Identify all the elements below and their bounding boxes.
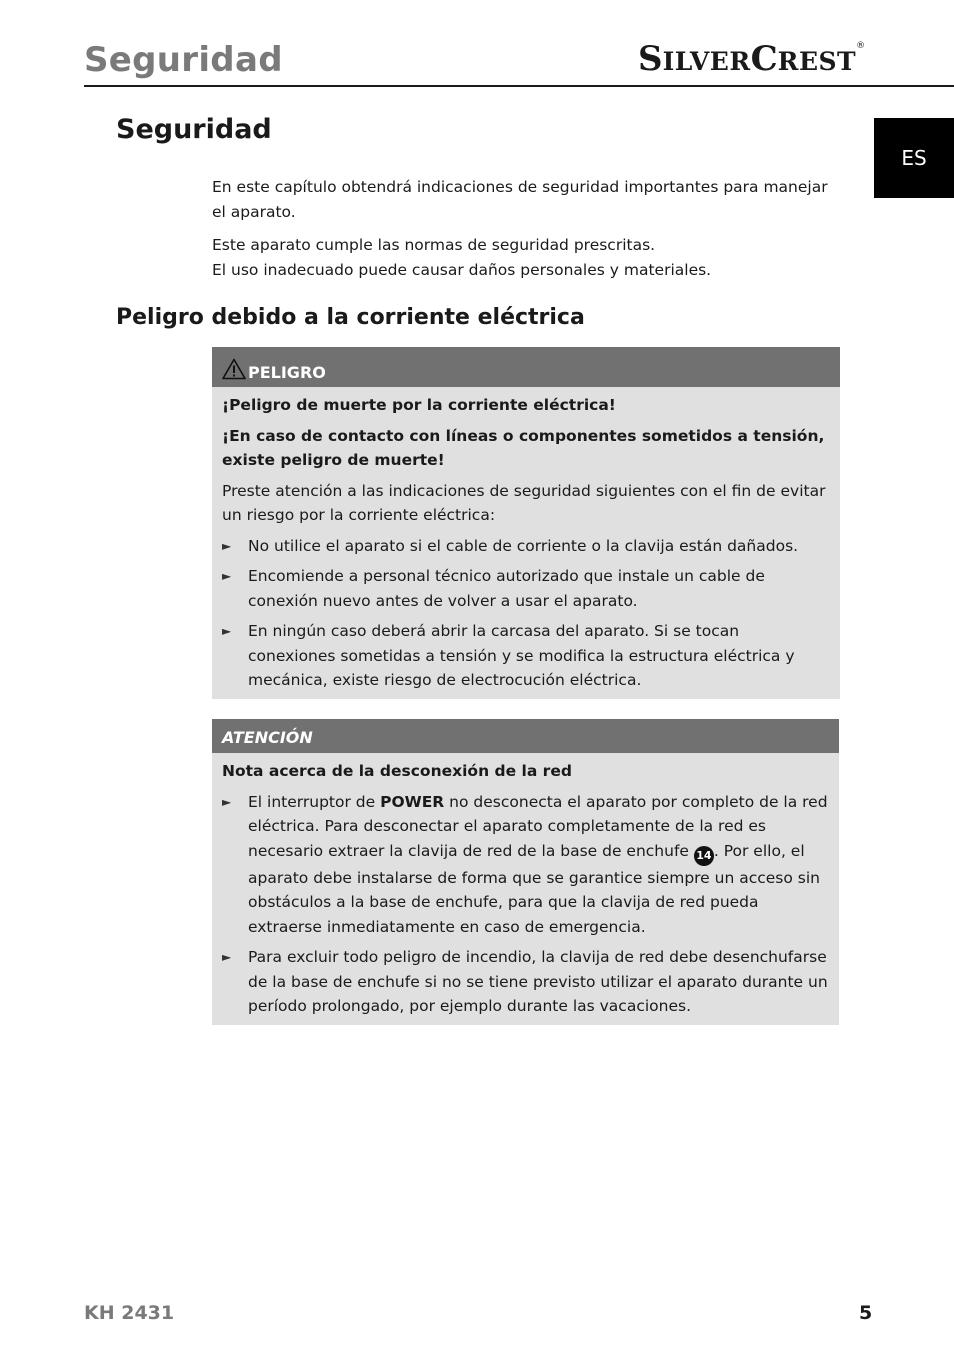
danger-box-header <box>212 347 840 387</box>
attention-label: ATENCIÓN <box>222 728 313 747</box>
danger-text: Preste atención a las indicaciones de seguridad siguientes con el fin de evitar un riesgo por la corriente eléctrica: <box>222 481 826 524</box>
intro-text <box>212 175 837 291</box>
page-number: 5 <box>859 1302 873 1324</box>
section-title: Seguridad <box>116 114 272 145</box>
warning-triangle-icon <box>222 358 246 380</box>
list-item: ► En ningún caso deberá abrir la carcasa del aparato. Si se tocan conexiones sometidas a tensión y se modifica la estructura eléctrica y mecánica, existe riesgo de electrocución eléctrica. <box>222 619 830 693</box>
language-tab: ES <box>874 118 954 198</box>
danger-box <box>212 347 840 699</box>
danger-box-body <box>212 387 840 699</box>
footer-model: KH 2431 <box>84 1302 175 1324</box>
running-header-title: Seguridad <box>84 40 283 80</box>
subsection-title: Peligro debido a la corriente eléctrica <box>116 305 585 330</box>
header-rule <box>84 85 954 87</box>
list-item: ► No utilice el aparato si el cable de corriente o la clavija están dañados. <box>222 534 830 559</box>
attention-box-header <box>212 719 839 753</box>
arrow-right-icon: ► <box>222 950 232 965</box>
list-item: ► Encomiende a personal técnico autorizado que instale un cable de conexión nuevo antes de volver a usar el aparato. <box>222 564 830 613</box>
intro-paragraph: Este aparato cumple las normas de seguridad prescritas. El uso inadecuado puede causar daños personales y materiales. <box>212 236 712 279</box>
attention-box-body <box>212 753 839 1025</box>
arrow-right-icon: ► <box>222 624 232 638</box>
reference-number-badge: 14 <box>694 846 714 866</box>
arrow-right-icon: ► <box>222 569 232 583</box>
attention-box <box>212 719 839 1025</box>
silvercrest-logo: SILVERCREST® <box>638 39 866 79</box>
danger-headline: ¡En caso de contacto con líneas o componentes sometidos a tensión, existe peligro de muerte! <box>222 426 825 469</box>
intro-paragraph: En este capítulo obtendrá indicaciones de seguridad importantes para manejar el aparato. <box>212 178 828 221</box>
danger-headline: ¡Peligro de muerte por la corriente eléctrica! <box>222 396 616 414</box>
arrow-right-icon: ► <box>222 794 232 809</box>
list-item: ► Para excluir todo peligro de incendio, la clavija de red debe desenchufarse de la base de enchufe si no se tiene previsto utilizar el aparato durante un período prolongado, por ejemplo durante las vacaciones. <box>222 945 829 1019</box>
attention-subtitle: Nota acerca de la desconexión de la red <box>222 762 572 780</box>
danger-label: PELIGRO <box>248 363 326 382</box>
arrow-right-icon: ► <box>222 538 232 553</box>
list-item: ► El interruptor de POWER no desconecta el aparato por completo de la red eléctrica. Para desconectar el aparato completamente de la red es necesario extraer la clavija de red de la base de enchufe 14 . Por ello, el aparato debe instalarse de forma que se garantice siempre un acceso sin obstáculos a la base de enchufe, para que la clavija de red pueda extraerse inmediatamente en caso de emergencia. <box>222 790 829 940</box>
